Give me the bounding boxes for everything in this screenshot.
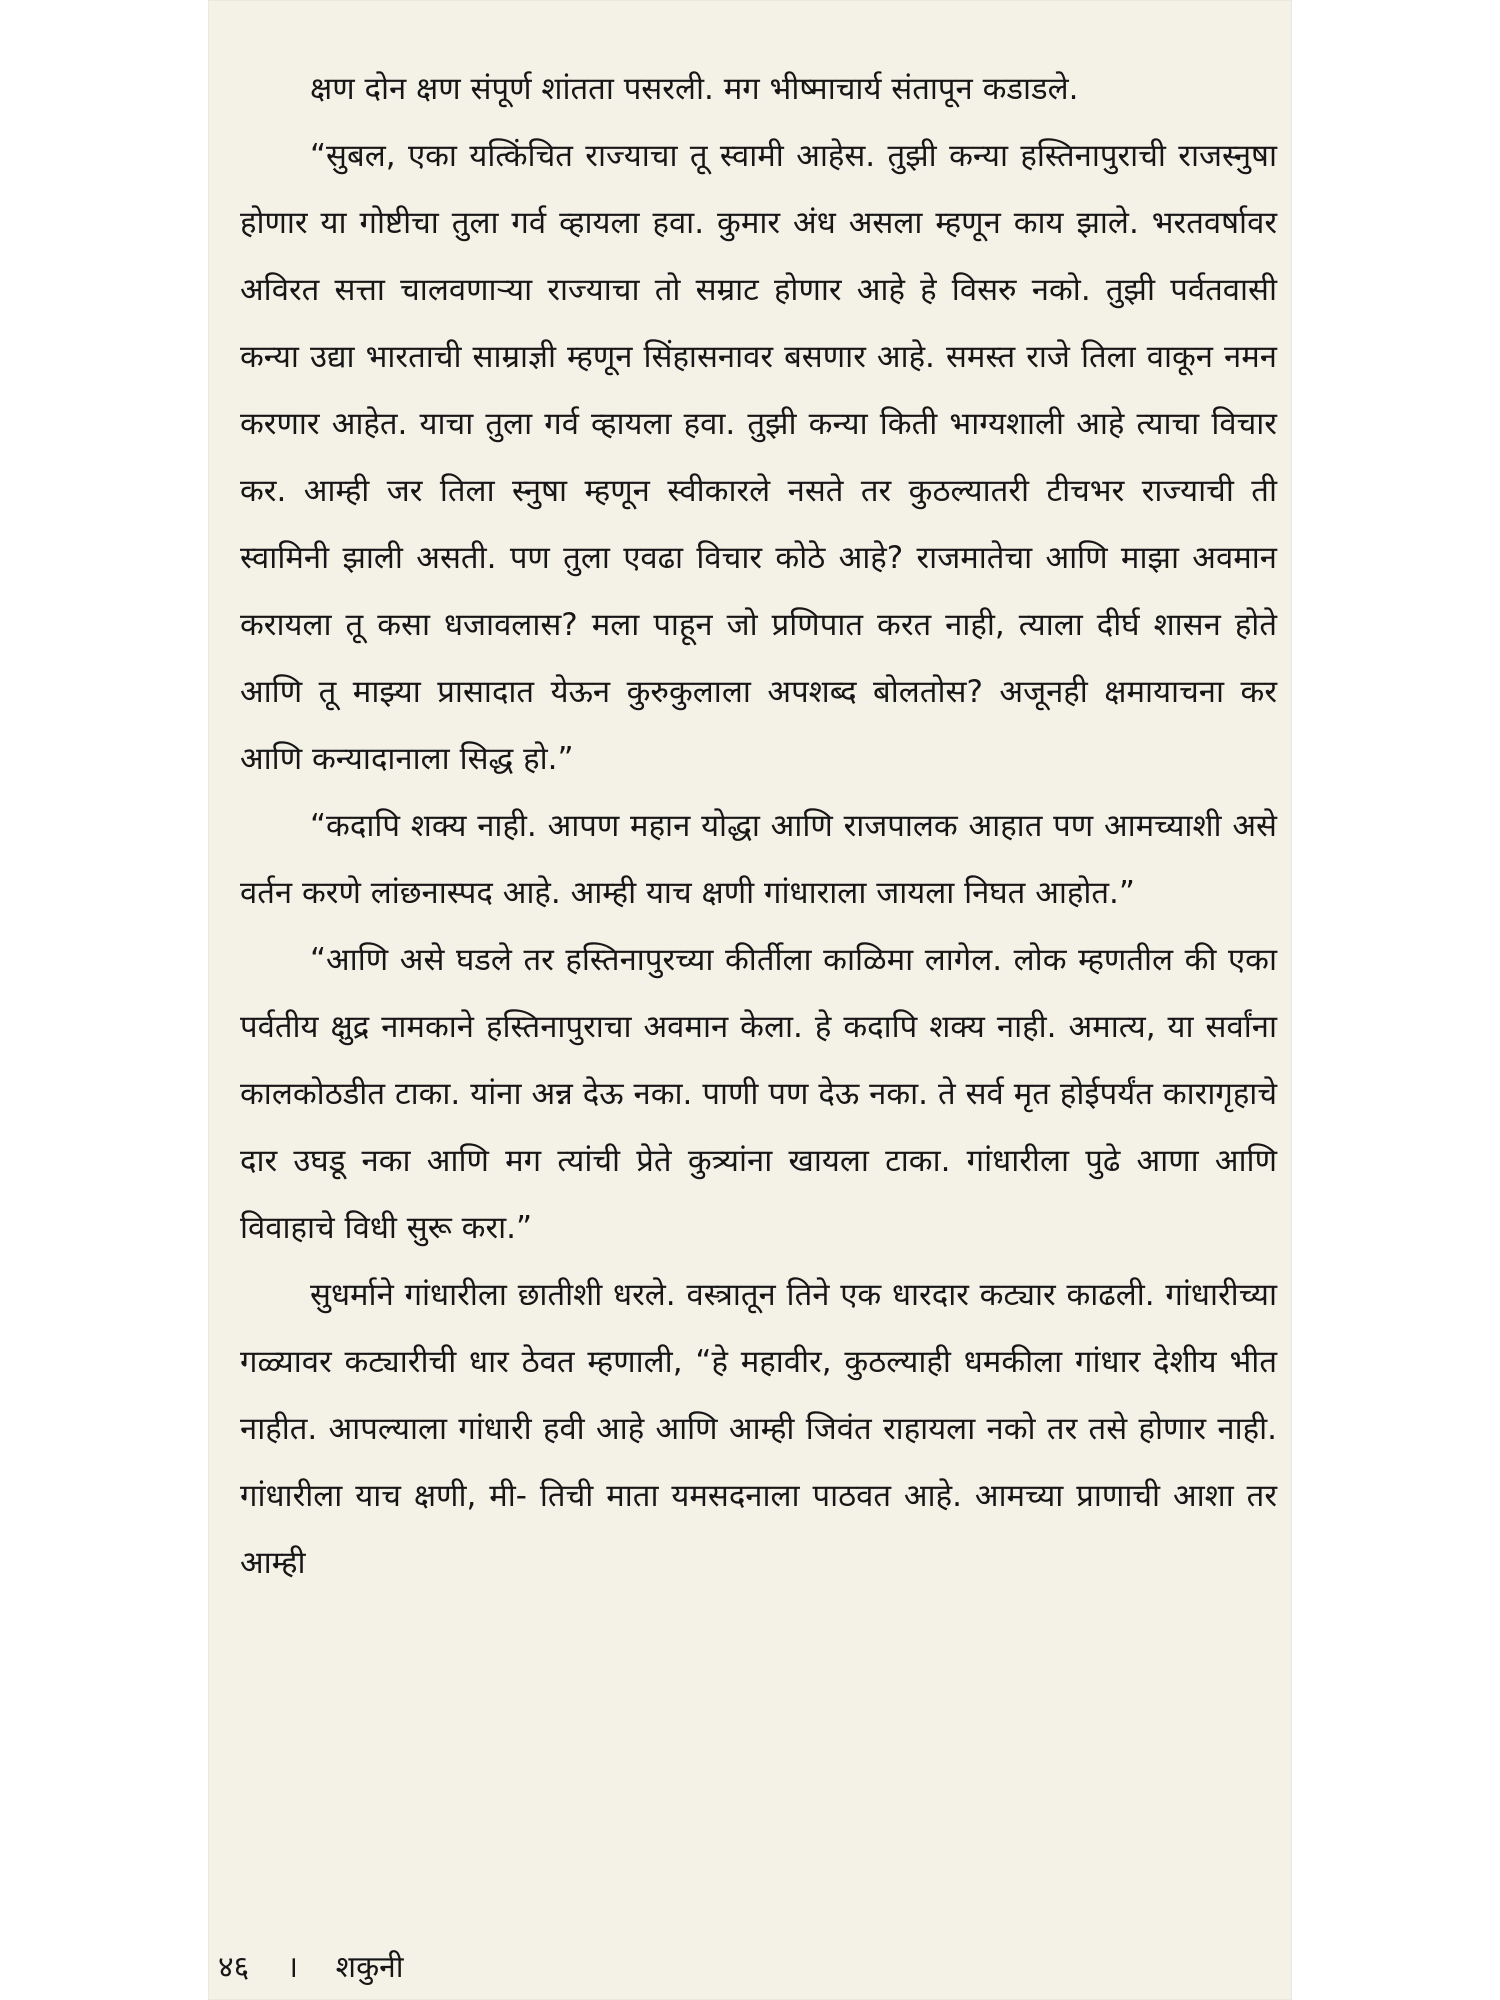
footer-separator: । (286, 1950, 299, 1985)
paragraph-3: “कदापि शक्य नाही. आपण महान योद्धा आणि राजपालक आहात पण आमच्याशी असे वर्तन करणे लांछनास्पद आहे. आम्ही याच क्षणी गांधाराला जायला निघत आहोत.” (240, 808, 1277, 911)
paragraph-2: “सुबल, एका यत्किंचित राज्याचा तू स्वामी आहेस. तुझी कन्या हस्तिनापुराची राजस्नुषा होणार या गोष्टीचा तुला गर्व व्हायला हवा. कुमार अंध असला म्हणून काय झाले. भरतवर्षावर अविरत सत्ता चालवणाऱ्या राज्याचा तो सम्राट होणार आहे हे विसरु नको. तुझी पर्वतवासी कन्या उद्या भारताची साम्राज्ञी म्हणून सिंहासनावर बसणार आहे. समस्त राजे तिला वाकून नमन करणार आहेत. याचा तुला गर्व व्हायला हवा. तुझी कन्या किती भाग्यशाली आहे त्याचा विचार कर. आम्ही जर तिला स्नुषा म्हणून स्वीकारले नसते तर कुठल्यातरी टीचभर राज्याची ती स्वामिनी झाली असती. पण तुला एवढा विचार कोठे आहे? राजमातेचा आणि माझा अवमान करायला तू कसा धजावलास? मला पाहून जो प्रणिपात करत नाही, त्याला दीर्घ शासन होते आणि तू माझ्या प्रासादात येऊन कुरुकुलाला अपशब्द बोलतोस? अजूनही क्षमायाचना कर आणि कन्यादानाला सिद्ध हो.” (240, 138, 1277, 777)
paragraph-5: सुधर्माने गांधारीला छातीशी धरले. वस्त्रातून तिने एक धारदार कट्यार काढली. गांधारीच्या गळ्यावर कट्यारीची धार ठेवत म्हणाली, “हे महावीर, कुठल्याही धमकीला गांधार देशीय भीत नाहीत. आपल्याला गांधारी हवी आहे आणि आम्ही जिवंत राहायला नको तर तसे होणार नाही. गांधारीला याच क्षणी, मी- तिची माता यमसदनाला पाठवत आहे. आमच्या प्राणाची आशा तर आम्ही (240, 1277, 1277, 1581)
book-title: शकुनी (335, 1950, 404, 1985)
page-text (240, 56, 1277, 1597)
page-footer (218, 1950, 404, 1986)
paragraph-4: “आणि असे घडले तर हस्तिनापुरच्या कीर्तीला काळिमा लागेल. लोक म्हणतील की एका पर्वतीय क्षुद्र नामकाने हस्तिनापुराचा अवमान केला. हे कदापि शक्य नाही. अमात्य, या सर्वांना कालकोठडीत टाका. यांना अन्न देऊ नका. पाणी पण देऊ नका. ते सर्व मृत होईपर्यंत कारागृहाचे दार उघडू नका आणि मग त्यांची प्रेते कुत्र्यांना खायला टाका. गांधारीला पुढे आणा आणि विवाहाचे विधी सुरू करा.” (240, 942, 1277, 1246)
page-number: ४६ (218, 1950, 250, 1985)
paragraph-1: क्षण दोन क्षण संपूर्ण शांतता पसरली. मग भीष्माचार्य संतापून कडाडले. (310, 71, 1079, 107)
